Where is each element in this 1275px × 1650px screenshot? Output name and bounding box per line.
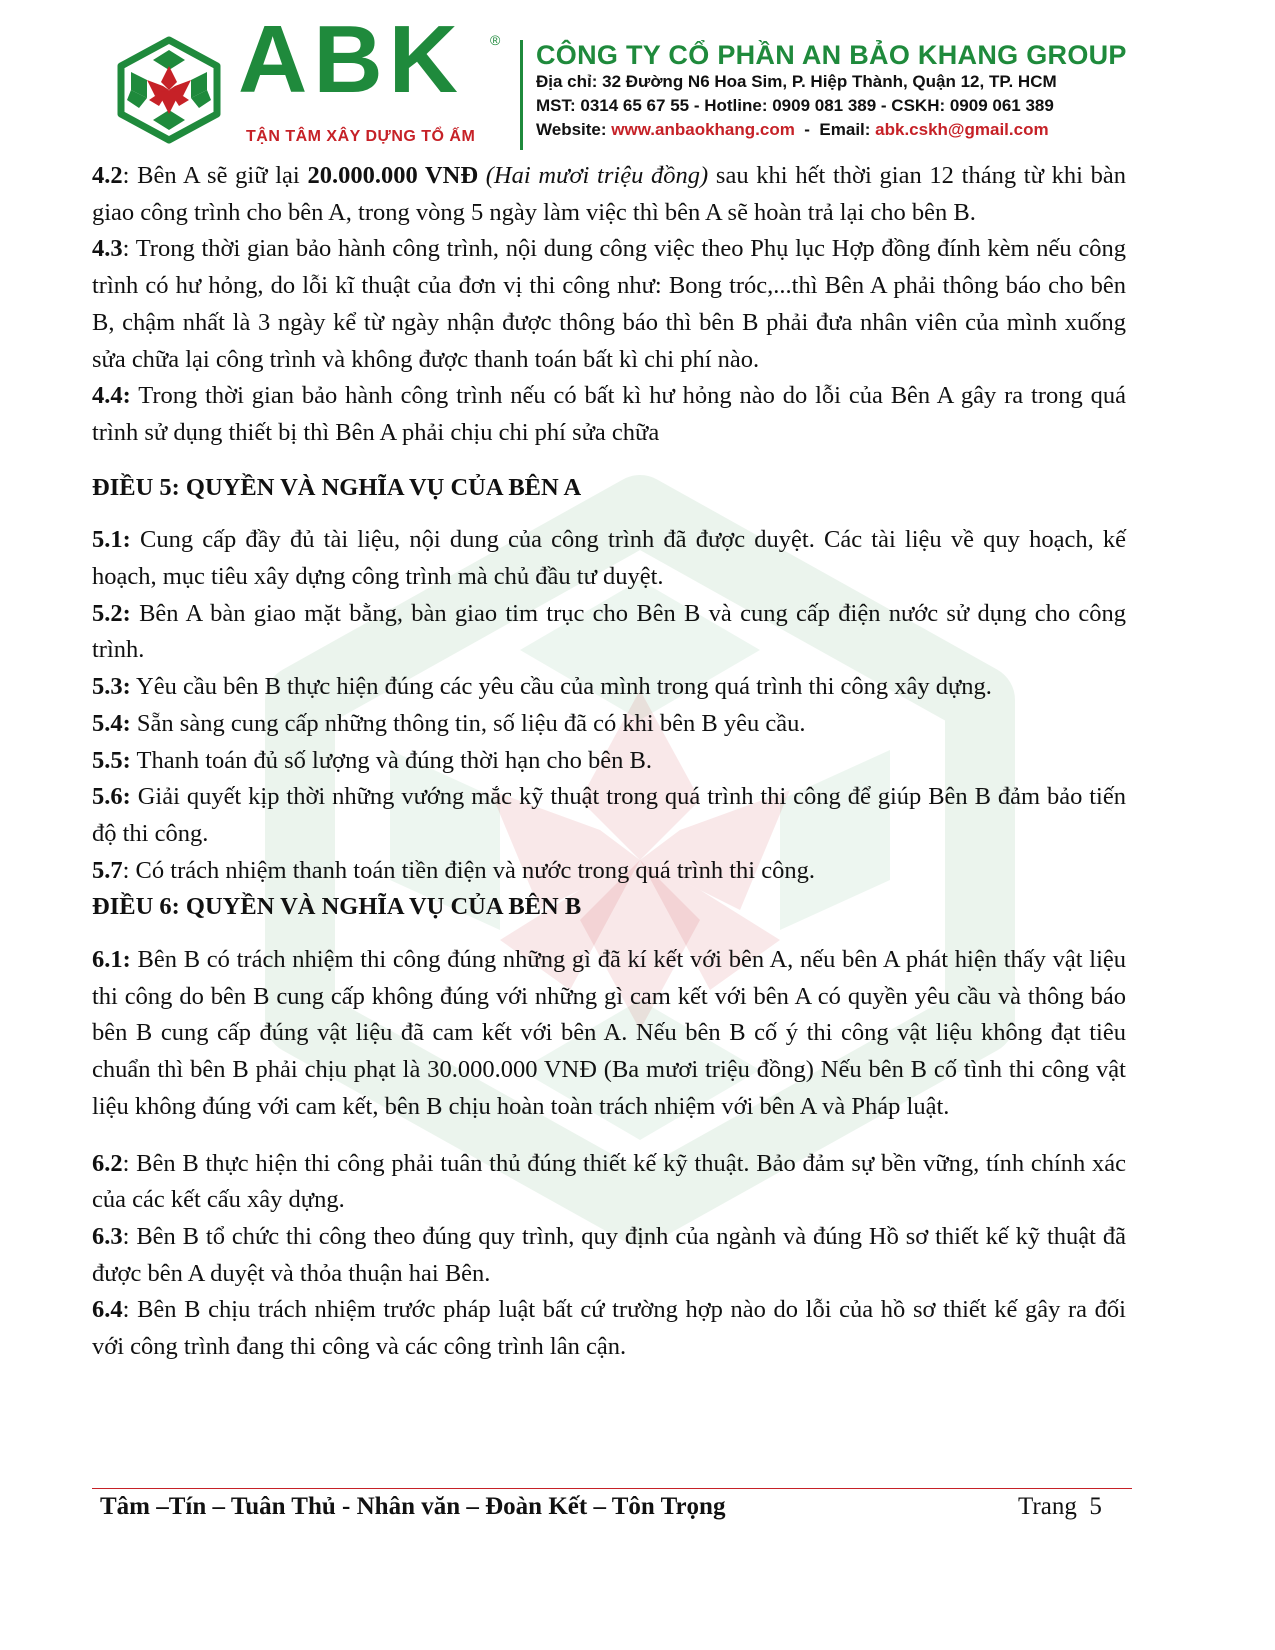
clause-text: : Bên B chịu trách nhiệm trước pháp luật bất cứ trường hợp nào do lỗi của hồ sơ thiết kế gây ra đối với công trình đang thi công và các công trình lân cận. [92,1296,1126,1361]
company-name: CÔNG TY CỔ PHẦN AN BẢO KHANG GROUP [536,40,1127,70]
abk-logo-icon [108,36,230,144]
clause-5-5 [92,743,1126,780]
article-6-heading: ĐIỀU 6: QUYỀN VÀ NGHĨA VỤ CỦA BÊN B [92,893,582,921]
footer-motto: Tâm –Tín – Tuân Thủ - Nhân văn – Đoàn Kết – Tôn Trọng [100,1493,726,1520]
clause-6-2 [92,1146,1126,1219]
clause-number: 5.2: [92,599,131,627]
page-number: Trang 5 [1018,1493,1102,1520]
company-address: Địa chỉ: 32 Đường N6 Hoa Sim, P. Hiệp Thành, Quận 12, TP. HCM [536,72,1057,91]
clause-text: Bên A bàn giao mặt bằng, bàn giao tim trục cho Bên B và cung cấp điện nước sử dụng cho công trình. [92,599,1126,664]
email-label: Email: [819,120,876,139]
clause-5-6 [92,779,1126,852]
clause-5-2 [92,596,1126,669]
email-link[interactable]: abk.cskh@gmail.com [875,120,1049,139]
clause-number: 5.6: [92,783,131,811]
document-body [92,158,1126,1366]
clause-number: 5.1: [92,526,131,554]
clause-text: Bên B có trách nhiệm thi công đúng những gì đã kí kết với bên A, nếu bên A phát hiện thấy vật liệu thi công do bên B cung cấp không đúng với những gì cam kết với bên A có quyền yêu cầu và thông báo bên B cung cấp đúng vật liệu đã cam kết với bên A. Nếu bên B cố ý thi công vật liệu không đạt tiêu chuẩn thì bên B phải chịu phạt là 30.000.000 VNĐ (Ba mươi triệu đồng) Nếu bên B cố tình thi công vật liệu không đúng với cam kết, bên B chịu hoàn toàn trách nhiệm với bên A và Pháp luật. [92,946,1126,1120]
clause-text: Giải quyết kịp thời những vướng mắc kỹ thuật trong quá trình thi công để giúp Bên B đảm bảo tiến độ thi công. [92,783,1126,847]
clause-4-2 [92,158,1126,231]
clause-6-1 [92,942,1126,1126]
clause-number: 6.1: [92,946,131,974]
clause-6-3 [92,1219,1126,1292]
clause-number: 5.5: [92,746,131,774]
company-web-email [536,118,1176,142]
clause-4-4 [92,378,1126,451]
website-label: Website: [536,120,612,139]
brand-block [238,6,508,150]
clause-text: Sẵn sàng cung cấp những thông tin, số liệu đã có khi bên B yêu cầu. [130,709,806,737]
space [478,162,486,189]
clause-6-4 [92,1292,1126,1365]
clause-text: Yêu cầu bên B thực hiện đúng các yêu cầu của mình trong quá trình thi công xây dựng. [130,673,992,701]
clause-text: : Trong thời gian bảo hành công trình, nội dung công việc theo Phụ lục Hợp đồng đính kèm nếu công trình có hư hỏng, do lỗi kĩ thuật của đơn vị thi công như: Bong tróc,...thì Bên A phải thông báo cho bên B, chậm nhất là 3 ngày kể từ ngày nhận được thông báo thì bên B phải đưa nhân viên của mình xuống sửa chữa lại công trình và không được thanh toán bất kì chi phí nào. [92,235,1126,373]
clause-text: : Có trách nhiệm thanh toán tiền điện và nước trong quá trình thi công. [122,856,815,884]
separator: - [794,120,820,139]
brand-slogan: TẬN TÂM XÂY DỰNG TỔ ẤM [246,128,476,145]
letterhead [0,0,1275,160]
clause-text: Cung cấp đầy đủ tài liệu, nội dung của công trình đã được duyệt. Các tài liệu về quy hoạch, kế hoạch, mục tiêu xây dựng công trình mà chủ đầu tư duyệt. [92,526,1126,591]
clause-number: 4.4: [92,382,131,410]
clause-5-4 [92,706,1126,743]
clause-number: 4.3 [92,235,123,263]
clause-number: 5.3: [92,673,131,701]
clause-text: : Bên B thực hiện thi công phải tuân thủ đúng thiết kế kỹ thuật. Bảo đảm sự bền vững, tính chính xác của các kết cấu xây dựng. [92,1149,1126,1214]
clause-text: Trong thời gian bảo hành công trình nếu có bất kì hư hỏng nào do lỗi của Bên A gây ra trong quá trình sử dụng thiết bị thì Bên A phải chịu chi phí sửa chữa [92,382,1126,446]
retained-amount: 20.000.000 VNĐ [307,162,479,189]
clause-number: 5.4: [92,709,131,737]
clause-text: Thanh toán đủ số lượng và đúng thời hạn cho bên B. [130,746,652,774]
registered-mark: ® [490,32,501,48]
header-divider [520,40,523,150]
clause-number: 6.4 [92,1296,123,1324]
website-link[interactable]: www.anbaokhang.com [611,120,795,139]
clause-5-3 [92,669,1126,706]
clause-5-7 [92,853,1126,890]
company-contact: MST: 0314 65 67 55 - Hotline: 0909 081 389 - CSKH: 0909 061 389 [536,96,1054,115]
clause-5-1 [92,522,1126,595]
clause-number: 6.2 [92,1149,123,1177]
clause-number: 4.2 [92,162,123,189]
footer-rule [92,1488,1132,1489]
clause-text: : Bên A sẽ giữ lại [122,162,308,189]
clause-text: sau khi hết thời gian 12 tháng từ khi bàn giao công trình cho bên A, trong vòng 5 ngày làm việc thì bên A sẽ hoàn trả lại cho bên B. [92,162,1126,226]
clause-number: 5.7 [92,856,123,884]
article-5-heading: ĐIỀU 5: QUYỀN VÀ NGHĨA VỤ CỦA BÊN A [92,473,582,501]
clause-number: 6.3 [92,1222,123,1250]
amount-in-words: (Hai mươi triệu đồng) [485,162,709,189]
clause-text: : Bên B tổ chức thi công theo đúng quy trình, quy định của ngành và đúng Hồ sơ thiết kế kỹ thuật đã được bên A duyệt và thỏa thuận hai Bên. [92,1222,1126,1287]
company-info [536,40,1176,142]
brand-name: ABK [238,6,464,113]
clause-4-3 [92,231,1126,378]
